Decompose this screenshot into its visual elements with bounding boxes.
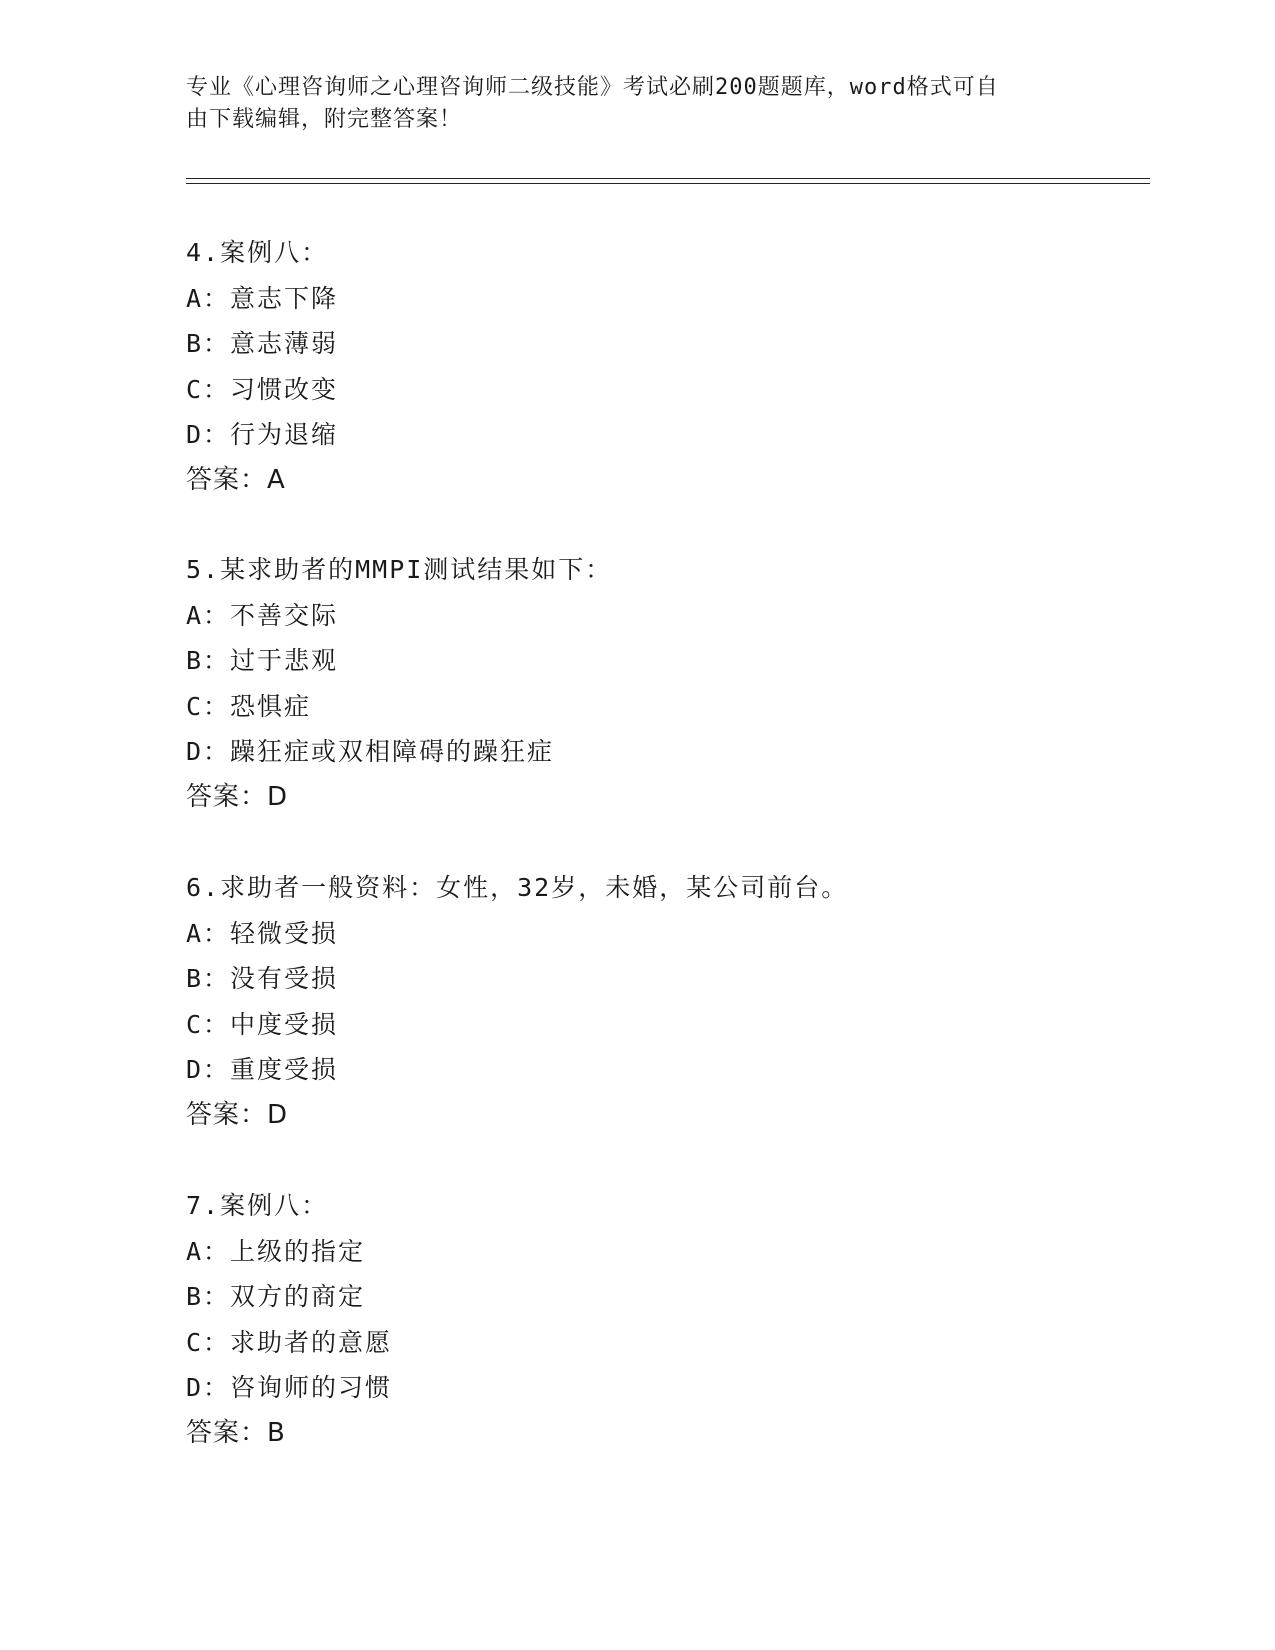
- option-d: D：行为退缩: [186, 420, 339, 449]
- option-c: C：恐惧症: [186, 691, 312, 721]
- option-a: A：轻微受损: [186, 918, 339, 948]
- header-divider-top: [186, 178, 1150, 179]
- question-block: [186, 1183, 1136, 1456]
- document-header: [186, 72, 1066, 136]
- option-d: D：咨询师的习惯: [186, 1373, 393, 1402]
- question-block: [186, 230, 1136, 503]
- answer-value: D: [267, 781, 289, 812]
- answer-line: [186, 1093, 1136, 1139]
- header-line-1: 专业《心理咨询师之心理咨询师二级技能》考试必刷200题题库，word格式可自: [186, 75, 999, 100]
- answer-value: A: [267, 464, 286, 495]
- header-line-2: 由下载编辑，附完整答案！: [186, 107, 463, 132]
- option-b: B：双方的商定: [186, 1282, 366, 1311]
- option-a: A：意志下降: [186, 283, 339, 313]
- option-c: C：中度受损: [186, 1009, 339, 1039]
- question-stem: 6.求助者一般资料：女性，32岁，未婚，某公司前台。: [186, 873, 849, 902]
- option-d: D：躁狂症或双相障碍的躁狂症: [186, 737, 555, 766]
- option-c: C：习惯改变: [186, 374, 339, 404]
- option-d: D：重度受损: [186, 1055, 339, 1084]
- answer-line: [186, 775, 1136, 821]
- answer-label: 答案：: [186, 781, 268, 812]
- answer-label: 答案：: [186, 1417, 268, 1448]
- option-b: B：没有受损: [186, 964, 339, 993]
- question-stem: 4.案例八：: [186, 238, 329, 267]
- question-block: [186, 547, 1136, 820]
- answer-line: [186, 458, 1136, 504]
- option-b: B：过于悲观: [186, 646, 339, 675]
- option-c: C：求助者的意愿: [186, 1327, 393, 1357]
- answer-value: D: [267, 1099, 289, 1130]
- question-block: [186, 865, 1136, 1138]
- header-divider-bottom: [186, 183, 1150, 184]
- question-stem: 7.案例八：: [186, 1191, 329, 1220]
- answer-line: [186, 1411, 1136, 1457]
- answer-value: B: [267, 1417, 286, 1448]
- option-a: A：不善交际: [186, 600, 339, 630]
- option-b: B：意志薄弱: [186, 329, 339, 358]
- option-a: A：上级的指定: [186, 1236, 366, 1266]
- question-stem: 5.某求助者的MMPI测试结果如下：: [186, 555, 613, 584]
- answer-label: 答案：: [186, 1099, 268, 1130]
- answer-label: 答案：: [186, 464, 268, 495]
